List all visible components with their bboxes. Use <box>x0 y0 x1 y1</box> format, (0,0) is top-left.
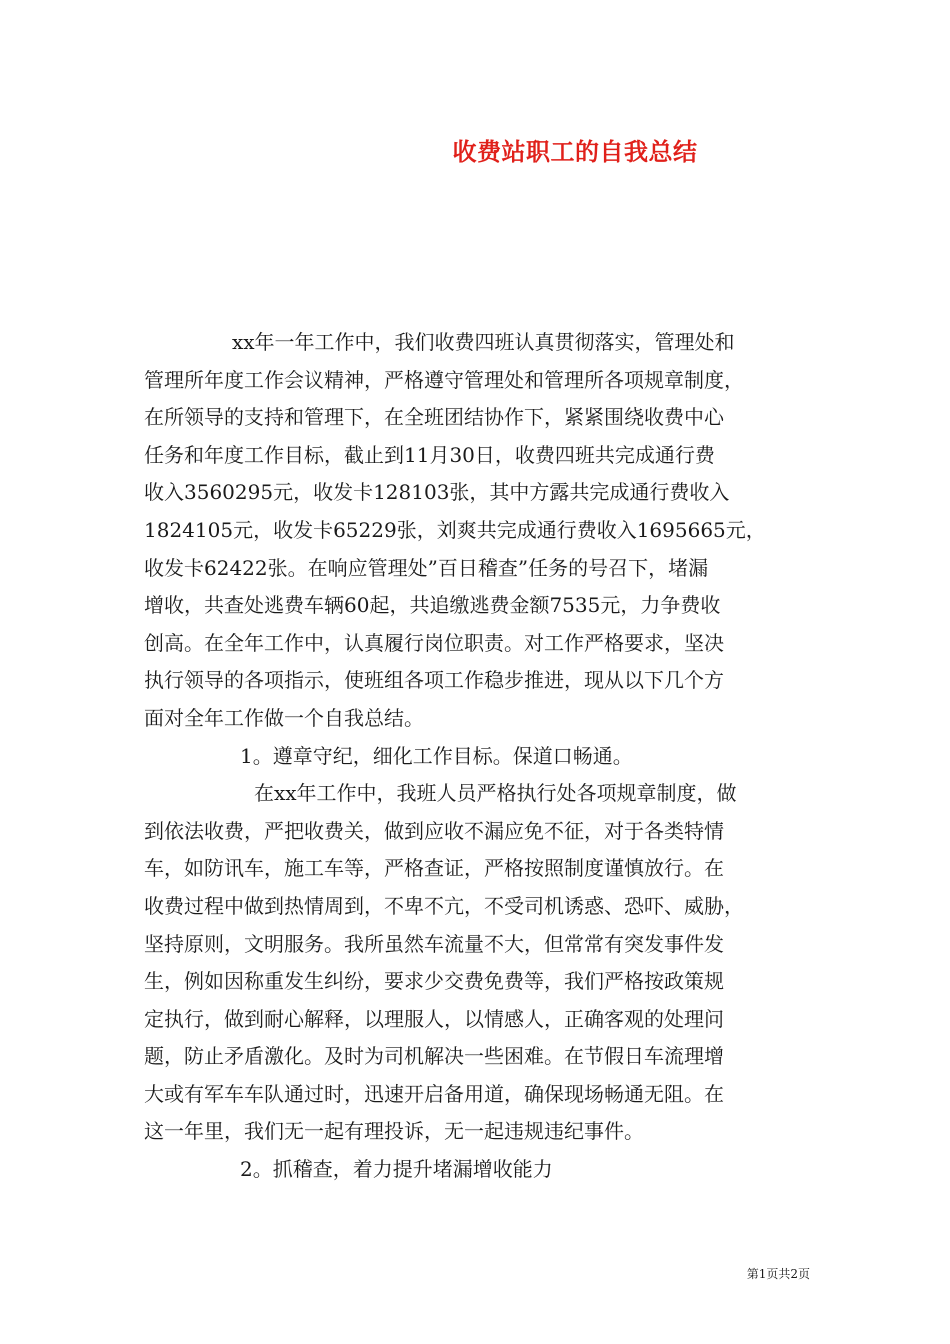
paragraph-line: 在xx年工作中，我班人员严格执行处各项规章制度，做 <box>254 781 737 806</box>
document-body <box>144 324 810 1189</box>
paragraph-line: 车，如防讯车，施工车等，严格查证，严格按照制度谨慎放行。在 <box>144 856 724 881</box>
paragraph-line: 收发卡62422张。在响应管理处”百日稽查”任务的号召下，堵漏 <box>144 555 709 580</box>
paragraph-line: 生，例如因称重发生纠纷，要求少交费免费等，我们严格按政策规 <box>144 969 724 994</box>
paragraph-line: 管理所年度工作会议精神，严格遵守管理处和管理所各项规章制度， <box>144 367 744 392</box>
paragraph-line: 定执行，做到耐心解释，以理服人，以情感人，正确客观的处理问 <box>144 1006 724 1031</box>
paragraph-line: 这一年里，我们无一起有理投诉，无一起违规违纪事件。 <box>144 1119 644 1144</box>
paragraph-line: 在所领导的支持和管理下，在全班团结协作下，紧紧围绕收费中心 <box>144 405 724 430</box>
paragraph-line: 增收，共查处逃费车辆60起，共追缴逃费金额7535元，力争费收 <box>144 593 721 618</box>
paragraph-line: 执行领导的各项指示，使班组各项工作稳步推进，现从以下几个方 <box>144 668 724 693</box>
paragraph-line: 到依法收费，严把收费关，做到应收不漏应免不征，对于各类特情 <box>144 818 724 843</box>
paragraph-line: 创高。在全年工作中，认真履行岗位职责。对工作严格要求，坚决 <box>144 630 724 655</box>
paragraph-line: 收费过程中做到热情周到，不卑不亢，不受司机诱惑、恐吓、威胁， <box>144 893 744 918</box>
paragraph-line: 面对全年工作做一个自我总结。 <box>144 705 424 730</box>
paragraph-line: 任务和年度工作目标，截止到11月30日，收费四班共完成通行费 <box>144 442 715 467</box>
paragraph-line: xx年一年工作中，我们收费四班认真贯彻落实，管理处和 <box>232 330 735 354</box>
paragraph-line: 1824105元，收发卡65229张，刘爽共完成通行费收入1695665元， <box>144 517 766 542</box>
paragraph-line: 题，防止矛盾激化。及时为司机解决一些困难。在节假日车流理增 <box>144 1044 724 1069</box>
section-heading-1: 1。遵章守纪，细化工作目标。保道口畅通。 <box>240 743 633 768</box>
paragraph-line: 大或有军车车队通过时，迅速开启备用道，确保现场畅通无阻。在 <box>144 1081 724 1106</box>
document-title: 收费站职工的自我总结 <box>452 137 698 166</box>
section-heading-2: 2。抓稽查，着力提升堵漏增收能力 <box>240 1157 553 1182</box>
paragraph-line: 收入3560295元，收发卡128103张，其中方露共完成通行费收入 <box>144 480 730 505</box>
page-number: 第1页共2页 <box>746 1267 810 1281</box>
paragraph-line: 坚持原则，文明服务。我所虽然车流量不大，但常常有突发事件发 <box>144 931 724 956</box>
